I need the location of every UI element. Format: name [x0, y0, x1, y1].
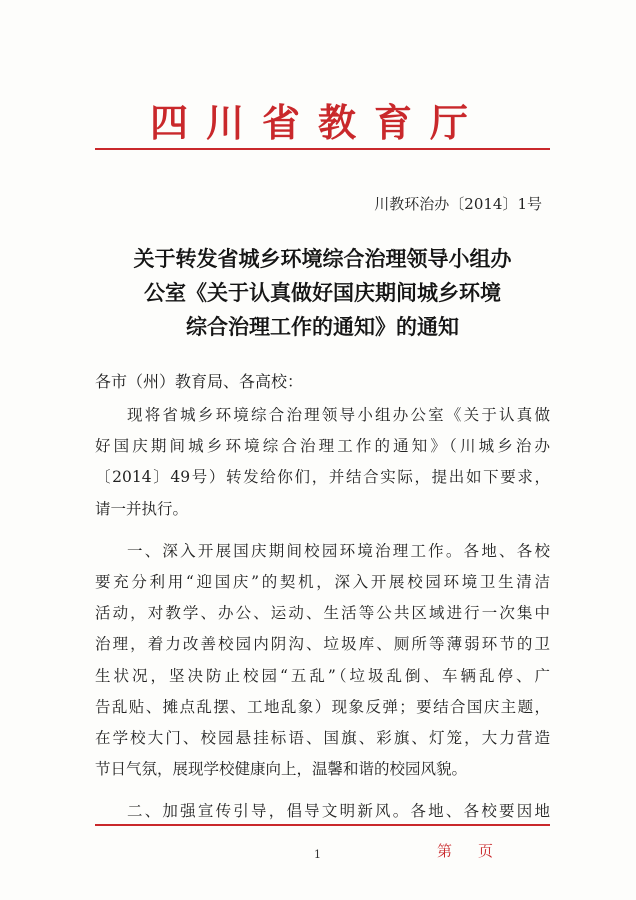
- text-line: 治理，着力改善校园内阴沟、垃圾库、厕所等薄弱环节的卫: [95, 635, 550, 654]
- title-line: 综合治理工作的通知》的通知: [186, 314, 459, 339]
- text-line: 现将省城乡环境综合治理领导小组办公室《关于认真做: [127, 406, 550, 424]
- text-line: 生状况，坚决防止校园“五乱”（垃圾乱倒、车辆乱停、广: [95, 666, 550, 685]
- text-line: 二、加强宣传引导，倡导文明新风。各地、各校要因地: [127, 802, 550, 821]
- body-text: [95, 400, 550, 827]
- salutation: 各市（州）教育局、各高校：: [95, 372, 304, 391]
- document-title: [95, 242, 550, 344]
- intro-paragraph: [95, 400, 550, 525]
- section-1-paragraph: [95, 536, 550, 786]
- text-line: 在学校大门、校园悬挂标语、国旗、彩旗、灯笼，大力营造: [95, 728, 550, 747]
- title-line: 公室《关于认真做好国庆期间城乡环境: [144, 280, 501, 305]
- text-line: 要充分利用“迎国庆”的契机，深入开展校园环境卫生清洁: [95, 572, 550, 591]
- footer-red-rule: [95, 824, 550, 826]
- title-line: 关于转发省城乡环境综合治理领导小组办: [133, 246, 512, 271]
- page-label: 第页: [437, 842, 520, 860]
- page-number: 1: [314, 848, 321, 861]
- text-line: 好国庆期间城乡环境综合治理工作的通知》（川城乡治办: [95, 437, 550, 456]
- header-red-rule: [95, 148, 550, 150]
- text-line: 节日气氛，展现学校健康向上，温馨和谐的校园风貌。: [95, 760, 468, 779]
- section-2-paragraph: [95, 796, 550, 827]
- issuing-authority-title: 四川省教育厅: [149, 100, 486, 145]
- text-line: 告乱贴、摊点乱摆、工地乱象）现象反弹；要结合国庆主题，: [95, 697, 550, 716]
- text-line: 一、深入开展国庆期间校园环境治理工作。各地、各校: [127, 541, 550, 560]
- text-line: 请一并执行。: [95, 499, 189, 518]
- document-number: 川教环治办〔2014〕1号: [374, 195, 542, 213]
- text-line: 〔2014〕49号）转发给你们，并结合实际，提出如下要求，: [95, 468, 550, 487]
- text-line: 活动，对教学、办公、运动、生活等公共区域进行一次集中: [95, 604, 550, 623]
